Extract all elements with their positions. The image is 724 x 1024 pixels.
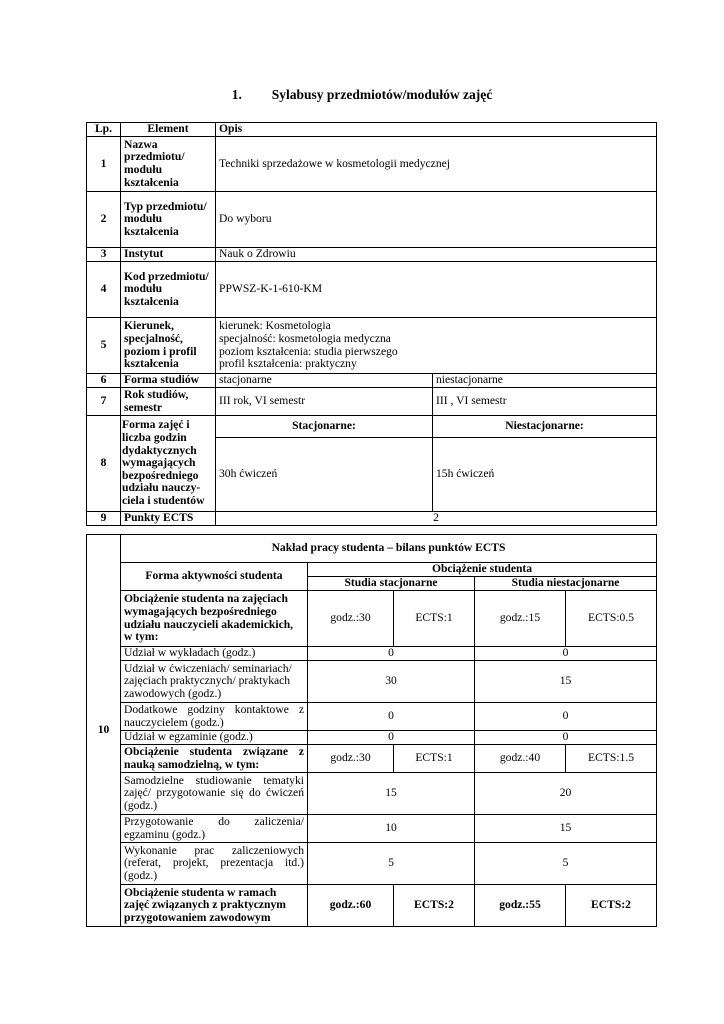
niestac-ects: ECTS:2 [566, 885, 657, 927]
stac-value: 0 [308, 703, 475, 731]
activity-label: Udział w wykładach (godz.) [121, 647, 308, 661]
niestac-value: 0 [475, 647, 657, 661]
stac-value: 10 [308, 815, 475, 843]
stac-value: III rok, VI semestr [216, 388, 433, 416]
stac-head: Stacjonarne: [216, 416, 433, 438]
col-stac: Studia stacjonarne [308, 577, 475, 591]
row-element: Kierunek, specjalność, poziom i profil kształcenia [121, 318, 216, 374]
table-row [87, 262, 657, 318]
row-element: Forma studiów [121, 374, 216, 388]
niestac-value: 15 [475, 661, 657, 703]
row-element: Punkty ECTS [121, 512, 216, 526]
table-row [87, 416, 657, 438]
header-lp: Lp. [87, 123, 121, 137]
ects-value: 2 [216, 512, 657, 526]
stac-value: 30 [308, 661, 475, 703]
niestac-value: niestacjonarne [433, 374, 657, 388]
niestac-value: 20 [475, 773, 657, 815]
row-lp: 2 [87, 192, 121, 248]
row-element: Typ przedmiotu/ modułu kształcenia [121, 192, 216, 248]
stac-value: 0 [308, 647, 475, 661]
header-opis: Opis [216, 123, 657, 137]
row-element: Rok studiów, semestr [121, 388, 216, 416]
syllabus-table [86, 122, 657, 526]
activity-label: Udział w ćwiczeniach/ seminariach/ zajęciach praktycznych/ praktykach zawodowych (godz.) [121, 661, 308, 703]
row-element: Nazwa przedmiotu/ modułu kształcenia [121, 137, 216, 192]
row-lp: 6 [87, 374, 121, 388]
niestac-value: 5 [475, 843, 657, 885]
stac-value: 15 [308, 773, 475, 815]
activity-label: Obciążenie studenta związane z nauką samodzielną, w tym: [121, 745, 308, 773]
niestac-head: Niestacjonarne: [433, 416, 657, 438]
table-row [87, 647, 657, 661]
activity-label: Wykonanie prac zaliczeniowych (referat, projekt, prezentacja itd.) (godz.) [121, 843, 308, 885]
niestac-value: 15h ćwiczeń [433, 438, 657, 512]
row-opis [216, 318, 657, 374]
opis-line: specjalność: kosmetologia medyczna [219, 331, 391, 345]
table-row [87, 661, 657, 703]
table-row [87, 318, 657, 374]
row-element: Forma zajęć i liczba godzin dydaktycznych wymagających bezpośredniego udziału nauczy-ciela i studentów [121, 416, 216, 512]
niestac-ects: ECTS:1.5 [566, 745, 657, 773]
table-row [87, 731, 657, 745]
stac-hours: godz.:30 [308, 591, 394, 647]
section-title: Sylabusy przedmiotów/modułów zajęć [271, 87, 493, 102]
row-lp: 3 [87, 248, 121, 262]
table-row [87, 248, 657, 262]
page-title [0, 87, 724, 103]
stac-hours: godz.:30 [308, 745, 394, 773]
table-row [87, 374, 657, 388]
table-row [87, 773, 657, 815]
row-opis: Nauk o Zdrowiu [216, 248, 657, 262]
col-activity: Forma aktywności studenta [121, 563, 308, 591]
row-element: Instytut [121, 248, 216, 262]
activity-label: Obciążenie studenta w ramach zajęć związanych z praktycznym przygotowaniem zawodowym [121, 885, 308, 927]
niestac-value: 0 [475, 731, 657, 745]
table-row [87, 591, 657, 647]
stac-ects: ECTS:1 [394, 745, 475, 773]
row-lp: 10 [87, 535, 121, 927]
row-lp: 8 [87, 416, 121, 512]
header-row [87, 123, 657, 137]
opis-line: profil kształcenia: praktyczny [219, 357, 357, 371]
ects-title-row [87, 535, 657, 563]
row-lp: 4 [87, 262, 121, 318]
niestac-ects: ECTS:0.5 [566, 591, 657, 647]
niestac-hours: godz.:40 [475, 745, 566, 773]
row-opis: Techniki sprzedażowe w kosmetologii medycznej [216, 137, 657, 192]
row-element: Kod przedmiotu/ modułu kształcenia [121, 262, 216, 318]
niestac-value: III , VI semestr [433, 388, 657, 416]
row-lp: 1 [87, 137, 121, 192]
stac-hours: godz.:60 [308, 885, 394, 927]
niestac-value: 0 [475, 703, 657, 731]
table-row [87, 388, 657, 416]
row-lp: 7 [87, 388, 121, 416]
niestac-hours: godz.:15 [475, 591, 566, 647]
opis-line: poziom kształcenia: studia pierwszego [219, 344, 398, 358]
stac-value: 30h ćwiczeń [216, 438, 433, 512]
row-lp: 5 [87, 318, 121, 374]
opis-line: kierunek: Kosmetologia [219, 319, 331, 333]
niestac-hours: godz.:55 [475, 885, 566, 927]
activity-label: Obciążenie studenta na zajęciach wymagających bezpośredniego udziału nauczycieli akademickich, w tym: [121, 591, 308, 647]
row-opis: PPWSZ-K-1-610-KM [216, 262, 657, 318]
stac-value: 0 [308, 731, 475, 745]
table-row [87, 843, 657, 885]
table-row [87, 885, 657, 927]
table-row [87, 512, 657, 526]
stac-ects: ECTS:2 [394, 885, 475, 927]
table-row [87, 137, 657, 192]
activity-label: Dodatkowe godziny kontaktowe z nauczycielem (godz.) [121, 703, 308, 731]
ects-table [86, 534, 657, 927]
section-number: 1. [231, 87, 242, 102]
stac-value: stacjonarne [216, 374, 433, 388]
activity-label: Przygotowanie do zaliczenia/ egzaminu (godz.) [121, 815, 308, 843]
table-row [87, 703, 657, 731]
ects-header-row [87, 563, 657, 577]
col-niestac: Studia niestacjonarne [475, 577, 657, 591]
activity-label: Samodzielne studiowanie tematyki zajęć/ przygotowanie się do ćwiczeń (godz.) [121, 773, 308, 815]
table-row [87, 815, 657, 843]
table-row [87, 745, 657, 773]
header-element: Element [121, 123, 216, 137]
activity-label: Udział w egzaminie (godz.) [121, 731, 308, 745]
stac-value: 5 [308, 843, 475, 885]
niestac-value: 15 [475, 815, 657, 843]
ects-title: Nakład pracy studenta – bilans punktów ECTS [121, 535, 657, 563]
stac-ects: ECTS:1 [394, 591, 475, 647]
col-load: Obciążenie studenta [308, 563, 657, 577]
row-opis: Do wyboru [216, 192, 657, 248]
row-lp: 9 [87, 512, 121, 526]
table-row [87, 192, 657, 248]
